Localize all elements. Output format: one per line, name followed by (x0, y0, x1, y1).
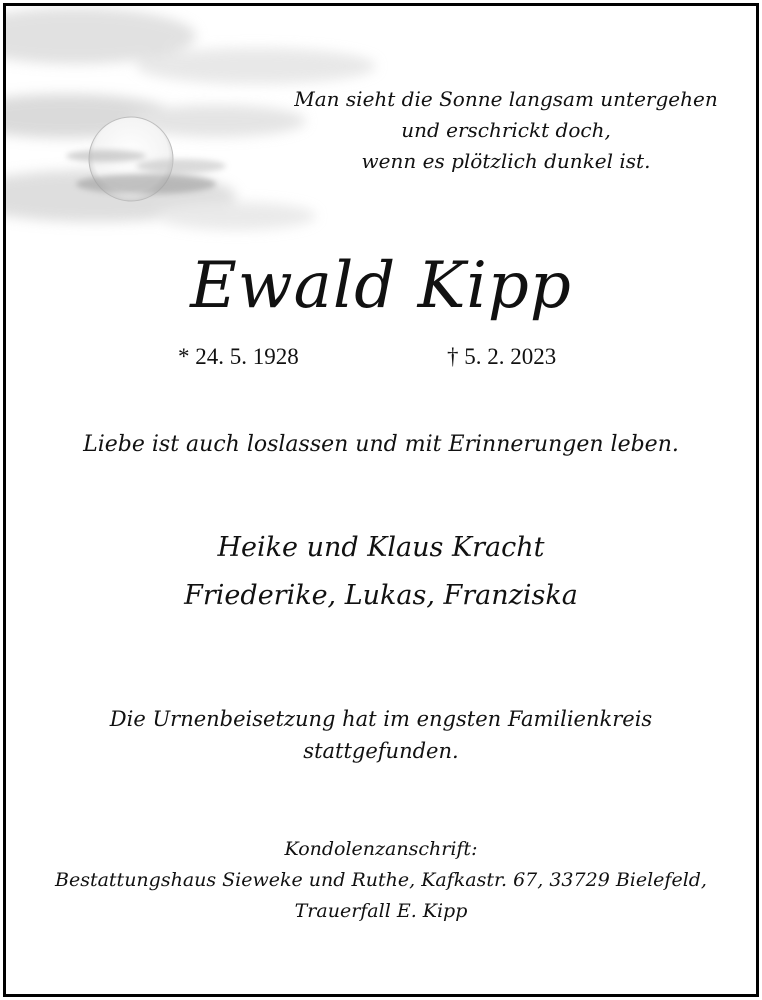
quote-line: wenn es plötzlich dunkel ist. (361, 149, 651, 173)
address-line: Bestattungshaus Sieweke und Ruthe, Kafkastr. 67, 33729 Bielefeld, (55, 869, 707, 891)
birth-date: * 24. 5. 1928 (178, 344, 299, 369)
quote-line: und erschrickt doch, (401, 118, 611, 142)
notice-line: stattgefunden. (303, 739, 459, 763)
deceased-name: Ewald Kipp (190, 249, 572, 323)
condolence-address (6, 834, 756, 927)
family-names (6, 524, 756, 620)
burial-notice (6, 703, 756, 767)
notice-line: Die Urnenbeisetzung hat im engsten Familienkreis (109, 707, 653, 731)
death-date: † 5. 2. 2023 (447, 344, 557, 369)
motto: Liebe ist auch loslassen und mit Erinnerungen leben. (83, 432, 679, 457)
family-line: Friederike, Lukas, Franziska (184, 580, 578, 611)
family-line: Heike und Klaus Kracht (217, 532, 545, 563)
address-line: Trauerfall E. Kipp (294, 900, 468, 922)
address-line: Kondolenzanschrift: (284, 838, 478, 860)
quote (256, 84, 756, 177)
quote-line: Man sieht die Sonne langsam untergehen (294, 87, 718, 111)
obituary-notice (3, 3, 759, 997)
